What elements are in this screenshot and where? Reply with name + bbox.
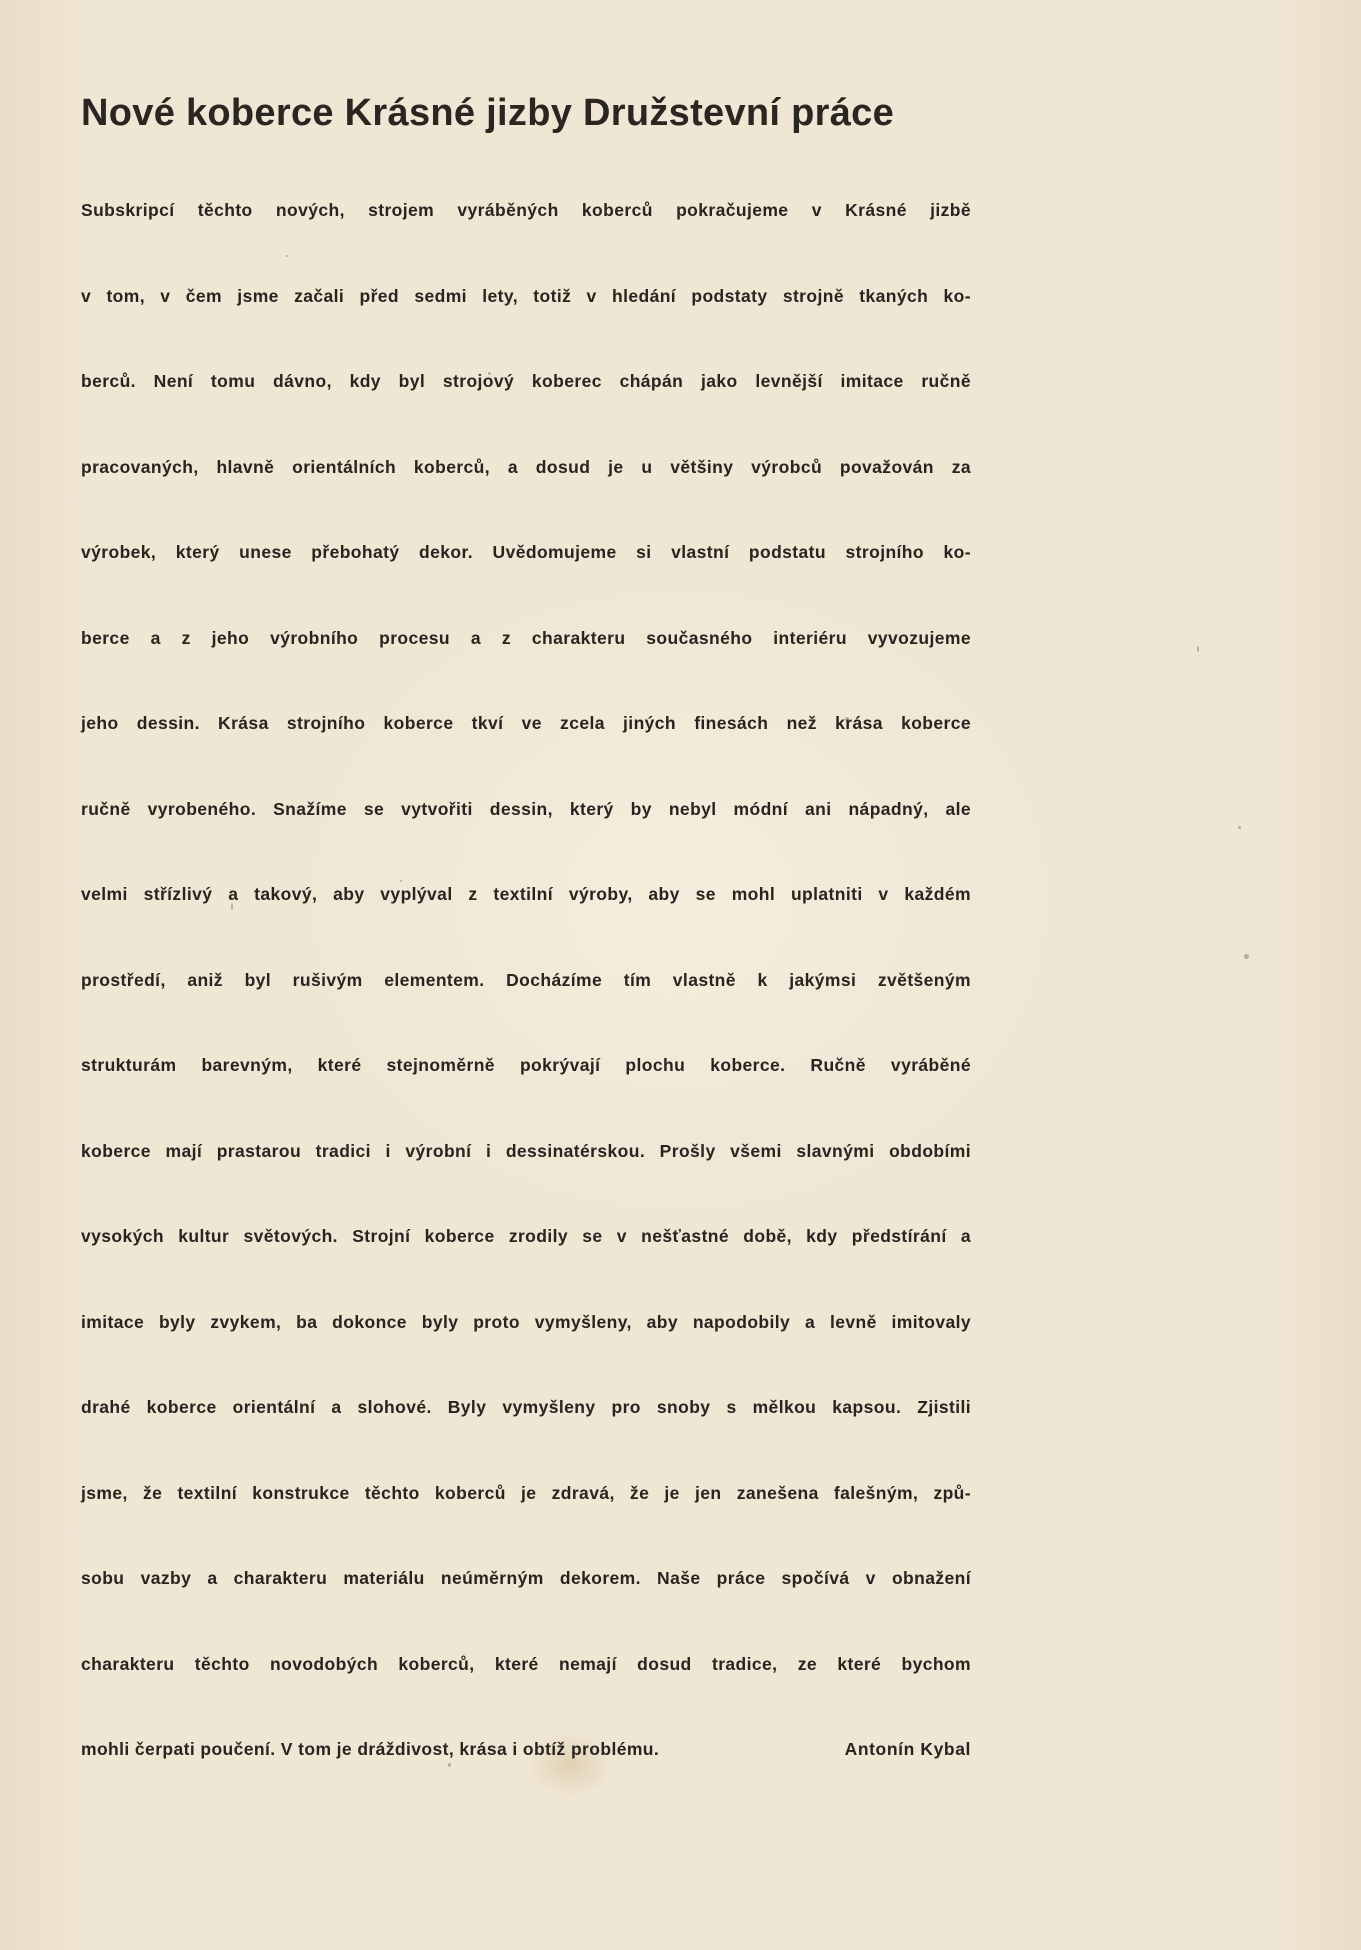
paper-speck — [1244, 954, 1249, 959]
text-line: drahé koberce orientální a slohové. Byly vymyšleny pro snoby s mělkou kapsou. Zjistili — [81, 1397, 971, 1417]
final-line — [81, 1739, 971, 1825]
author-signature: Antonín Kybal — [844, 1739, 971, 1759]
text-line: koberce mají prastarou tradici i výrobní i dessinatérskou. Prošly všemi slavnými obdobími — [81, 1140, 971, 1161]
text-line: výrobek, který unese přebohatý dekor. Uvědomujeme si vlastní podstatu strojního ko- — [81, 542, 971, 562]
paper-speck — [1197, 646, 1199, 652]
text-line: velmi střízlivý a takový, aby vyplýval z textilní výroby, aby se mohl uplatniti v každém — [81, 884, 971, 904]
text-line: jsme, že textilní konstrukce těchto koberců je zdravá, že je jen zanešena falešným, způ- — [81, 1482, 971, 1503]
text-line: berců. Není tomu dávno, kdy byl strojový koberec chápán jako levnější imitace ručně — [81, 371, 971, 391]
text-line: jeho dessin. Krása strojního koberce tkví ve zcela jiných finesách než krása koberce — [81, 713, 971, 733]
text-line: ručně vyrobeného. Snažíme se vytvořiti dessin, který by nebyl módní ani nápadný, ale — [81, 798, 971, 819]
text-line: strukturám barevným, které stejnoměrně pokrývají plochu koberce. Ručně vyráběné — [81, 1055, 971, 1075]
article-body — [81, 200, 971, 1825]
text-line: v tom, v čem jsme začali před sedmi lety, totiž v hledání podstaty strojně tkaných ko- — [81, 285, 971, 306]
text-line: imitace byly zvykem, ba dokonce byly proto vymyšleny, aby napodobily a levně imitovaly — [81, 1311, 971, 1332]
text-line: Subskripcí těchto nových, strojem vyráběných koberců pokračujeme v Krásné jizbě — [81, 200, 971, 220]
page-title: Nové koberce Krásné jizby Družstevní práce — [81, 92, 895, 134]
text-line: prostředí, aniž byl rušivým elementem. Docházíme tím vlastně k jakýmsi zvětšeným — [81, 969, 971, 990]
final-text: mohli čerpati poučení. V tom je dráždivost, krása i obtíž problému. — [81, 1739, 660, 1759]
text-line: charakteru těchto novodobých koberců, které nemají dosud tradice, ze které bychom — [81, 1653, 971, 1674]
text-line: vysokých kultur světových. Strojní koberce zrodily se v nešťastné době, kdy předstírání a — [81, 1226, 971, 1246]
text-line: berce a z jeho výrobního procesu a z charakteru současného interiéru vyvozujeme — [81, 627, 971, 648]
text-line: sobu vazby a charakteru materiálu neúměrným dekorem. Naše práce spočívá v obnažení — [81, 1568, 971, 1588]
text-line: pracovaných, hlavně orientálních koberců, a dosud je u většiny výrobců považován za — [81, 456, 971, 477]
paper-speck — [1238, 826, 1241, 829]
